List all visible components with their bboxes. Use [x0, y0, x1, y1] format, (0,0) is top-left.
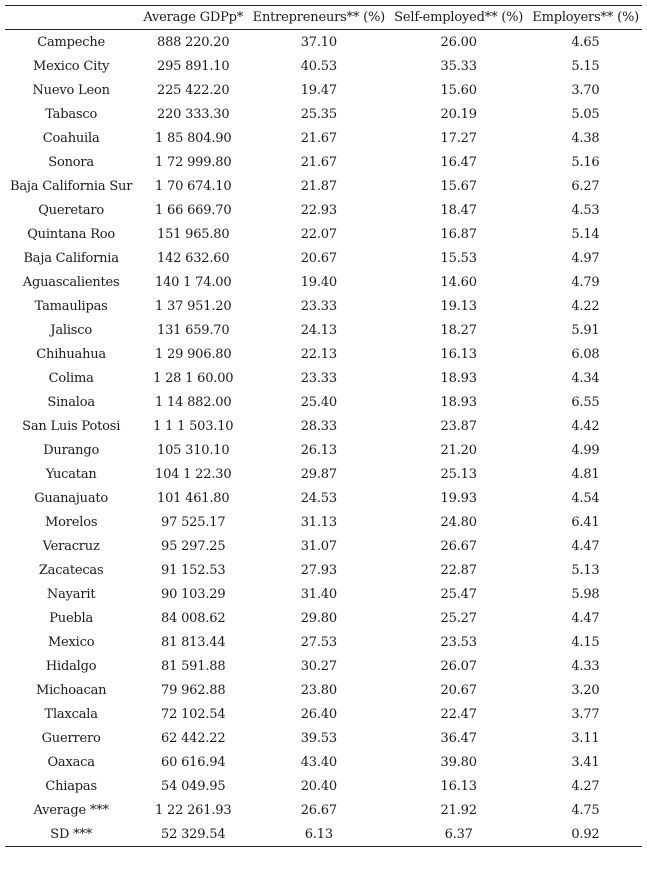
header-self-employed: Self-employed** (%) [389, 6, 529, 30]
state-cell: Nuevo Leon [32, 82, 110, 98]
average-gdpp-cell: 91 152.53 [161, 562, 226, 578]
table-row [5, 54, 642, 78]
self-employed-cell: 18.93 [440, 370, 477, 386]
self-employed-cell: 18.93 [440, 394, 477, 410]
header-employers: Employers** (%) [529, 6, 642, 30]
employers-cell: 3.41 [571, 754, 600, 770]
table-row [5, 702, 642, 726]
self-employed-cell: 16.13 [440, 778, 477, 794]
table-row [5, 606, 642, 630]
self-employed-cell: 14.60 [440, 274, 477, 290]
state-cell: Jalisco [50, 322, 92, 338]
employers-cell: 5.05 [571, 106, 600, 122]
state-cell: Yucatan [45, 466, 97, 482]
table-row [5, 726, 642, 750]
entrepreneurs-cell: 26.13 [300, 442, 337, 458]
average-gdpp-cell: 220 333.30 [157, 106, 230, 122]
employers-cell: 4.54 [571, 490, 600, 506]
state-cell: Michoacan [35, 682, 107, 698]
state-cell: Baja California [23, 250, 119, 266]
table-row [5, 582, 642, 606]
employers-cell: 5.98 [571, 586, 600, 602]
self-employed-cell: 19.93 [440, 490, 477, 506]
table-row [5, 654, 642, 678]
average-gdpp-cell: 62 442.22 [161, 730, 226, 746]
table-row [5, 270, 642, 294]
average-gdpp-cell: 142 632.60 [157, 250, 230, 266]
self-employed-cell: 36.47 [440, 730, 477, 746]
self-employed-cell: 16.87 [440, 226, 477, 242]
gdp-entrepreneurship-table [5, 5, 642, 847]
self-employed-cell: 22.87 [440, 562, 477, 578]
entrepreneurs-cell: 19.40 [300, 274, 337, 290]
employers-cell: 3.70 [571, 82, 600, 98]
state-cell: Zacatecas [38, 562, 104, 578]
average-gdpp-cell: 1 28 1 60.00 [153, 370, 234, 386]
self-employed-cell: 15.60 [440, 82, 477, 98]
average-gdpp-cell: 1 14 882.00 [155, 394, 232, 410]
table-row [5, 678, 642, 702]
employers-cell: 4.97 [571, 250, 600, 266]
entrepreneurs-cell: 40.53 [300, 58, 337, 74]
employers-cell: 4.15 [571, 634, 600, 650]
self-employed-cell: 22.47 [440, 706, 477, 722]
entrepreneurs-cell: 29.80 [300, 610, 337, 626]
state-cell: Puebla [49, 610, 94, 626]
entrepreneurs-cell: 24.13 [300, 322, 337, 338]
self-employed-cell: 15.53 [440, 250, 477, 266]
self-employed-cell: 16.47 [440, 154, 477, 170]
state-cell: San Luis Potosi [22, 418, 121, 434]
employers-cell: 4.34 [571, 370, 600, 386]
average-gdpp-cell: 1 66 669.70 [155, 202, 232, 218]
self-employed-cell: 23.53 [440, 634, 477, 650]
entrepreneurs-cell: 27.93 [300, 562, 337, 578]
employers-cell: 0.92 [529, 822, 642, 847]
state-cell: Sinaloa [47, 394, 95, 410]
self-employed-cell: 15.67 [440, 178, 477, 194]
state-cell: Guanajuato [34, 490, 109, 506]
average-gdpp-cell: 888 220.20 [157, 34, 230, 50]
employers-cell: 5.13 [571, 562, 600, 578]
state-cell: Chihuahua [36, 346, 106, 362]
table-row [5, 390, 642, 414]
employers-cell: 4.79 [571, 274, 600, 290]
state-cell: Mexico [47, 634, 95, 650]
entrepreneurs-cell: 21.67 [300, 154, 337, 170]
entrepreneurs-cell: 19.47 [300, 82, 337, 98]
table-row [5, 30, 642, 55]
state-cell: Aguascalientes [22, 274, 120, 290]
table-row [5, 222, 642, 246]
self-employed-cell: 26.67 [440, 538, 477, 554]
average-gdpp-cell: 105 310.10 [157, 442, 230, 458]
employers-cell: 6.08 [571, 346, 600, 362]
table-row [5, 126, 642, 150]
entrepreneurs-cell: 31.13 [300, 514, 337, 530]
average-gdpp-cell: 1 22 261.93 [155, 802, 232, 818]
self-employed-cell: 24.80 [440, 514, 477, 530]
entrepreneurs-cell: 37.10 [300, 34, 337, 50]
self-employed-cell: 21.92 [440, 802, 477, 818]
employers-cell: 4.47 [571, 538, 600, 554]
self-employed-cell: 18.47 [440, 202, 477, 218]
self-employed-cell: 26.00 [440, 34, 477, 50]
average-gdpp-cell: 101 461.80 [157, 490, 230, 506]
table-body [5, 30, 642, 847]
entrepreneurs-cell: 21.87 [300, 178, 337, 194]
table-row [5, 414, 642, 438]
employers-cell: 4.22 [571, 298, 600, 314]
entrepreneurs-cell: 28.33 [300, 418, 337, 434]
state-cell: Sonora [48, 154, 94, 170]
table-row [5, 822, 642, 847]
state-cell: Campeche [37, 34, 106, 50]
entrepreneurs-cell: 24.53 [300, 490, 337, 506]
employers-cell: 4.27 [571, 778, 600, 794]
average-gdpp-cell: 79 962.88 [161, 682, 226, 698]
entrepreneurs-cell: 43.40 [300, 754, 337, 770]
entrepreneurs-cell: 21.67 [300, 130, 337, 146]
table-row [5, 630, 642, 654]
entrepreneurs-cell: 30.27 [300, 658, 337, 674]
self-employed-cell: 21.20 [440, 442, 477, 458]
employers-cell: 4.38 [571, 130, 600, 146]
average-gdpp-cell: 225 422.20 [157, 82, 230, 98]
employers-cell: 4.33 [571, 658, 600, 674]
employers-cell: 4.75 [571, 802, 600, 818]
average-gdpp-cell: 95 297.25 [161, 538, 226, 554]
table-row [5, 78, 642, 102]
table-row [5, 510, 642, 534]
average-gdpp-cell: 72 102.54 [161, 706, 226, 722]
self-employed-cell: 16.13 [440, 346, 477, 362]
state-cell: Average *** [33, 802, 109, 818]
entrepreneurs-cell: 31.07 [300, 538, 337, 554]
table-row [5, 534, 642, 558]
table-row [5, 750, 642, 774]
header-entrepreneurs: Entrepreneurs** (%) [249, 6, 388, 30]
self-employed-cell: 6.37 [389, 822, 529, 847]
average-gdpp-cell: 1 29 906.80 [155, 346, 232, 362]
header-row [5, 6, 642, 30]
self-employed-cell: 26.07 [440, 658, 477, 674]
entrepreneurs-cell: 29.87 [300, 466, 337, 482]
state-cell: Baja California Sur [10, 178, 133, 194]
average-gdpp-cell: 104 1 22.30 [155, 466, 232, 482]
state-cell: Veracruz [42, 538, 100, 554]
state-cell: SD *** [5, 822, 137, 847]
self-employed-cell: 20.67 [440, 682, 477, 698]
average-gdpp-cell: 97 525.17 [161, 514, 226, 530]
entrepreneurs-cell: 26.40 [300, 706, 337, 722]
employers-cell: 5.15 [571, 58, 600, 74]
average-gdpp-cell: 131 659.70 [157, 322, 230, 338]
entrepreneurs-cell: 23.80 [300, 682, 337, 698]
table-row [5, 774, 642, 798]
state-cell: Hidalgo [45, 658, 97, 674]
table-header [5, 6, 642, 30]
state-cell: Nayarit [46, 586, 96, 602]
entrepreneurs-cell: 31.40 [300, 586, 337, 602]
state-cell: Tamaulipas [34, 298, 108, 314]
self-employed-cell: 35.33 [440, 58, 477, 74]
average-gdpp-cell: 1 70 674.10 [155, 178, 232, 194]
state-cell: Queretaro [38, 202, 105, 218]
self-employed-cell: 25.13 [440, 466, 477, 482]
average-gdpp-cell: 84 008.62 [161, 610, 226, 626]
employers-cell: 3.11 [571, 730, 600, 746]
employers-cell: 4.99 [571, 442, 600, 458]
self-employed-cell: 25.27 [440, 610, 477, 626]
state-cell: Chiapas [45, 778, 97, 794]
self-employed-cell: 18.27 [440, 322, 477, 338]
header-state [5, 6, 137, 30]
entrepreneurs-cell: 23.33 [300, 370, 337, 386]
state-cell: Durango [43, 442, 100, 458]
table-row [5, 294, 642, 318]
self-employed-cell: 39.80 [440, 754, 477, 770]
state-cell: Quintana Roo [27, 226, 116, 242]
table-row [5, 198, 642, 222]
entrepreneurs-cell: 20.40 [300, 778, 337, 794]
table-row [5, 558, 642, 582]
state-cell: Tlaxcala [44, 706, 98, 722]
employers-cell: 4.81 [571, 466, 600, 482]
table-row [5, 102, 642, 126]
self-employed-cell: 17.27 [440, 130, 477, 146]
employers-cell: 6.41 [571, 514, 600, 530]
average-gdpp-cell: 54 049.95 [161, 778, 226, 794]
table-row [5, 798, 642, 822]
average-gdpp-cell: 52 329.54 [137, 822, 249, 847]
average-gdpp-cell: 81 813.44 [161, 634, 226, 650]
self-employed-cell: 23.87 [440, 418, 477, 434]
state-cell: Morelos [44, 514, 98, 530]
self-employed-cell: 25.47 [440, 586, 477, 602]
state-cell: Colima [48, 370, 94, 386]
self-employed-cell: 19.13 [440, 298, 477, 314]
table-row [5, 342, 642, 366]
average-gdpp-cell: 1 85 804.90 [155, 130, 232, 146]
employers-cell: 5.16 [571, 154, 600, 170]
entrepreneurs-cell: 6.13 [249, 822, 388, 847]
state-cell: Tabasco [45, 106, 98, 122]
table-row [5, 246, 642, 270]
header-average-gdpp: Average GDPp* [137, 6, 249, 30]
entrepreneurs-cell: 22.93 [300, 202, 337, 218]
employers-cell: 6.55 [571, 394, 600, 410]
table-row [5, 486, 642, 510]
entrepreneurs-cell: 22.07 [300, 226, 337, 242]
state-cell: Guerrero [41, 730, 101, 746]
self-employed-cell: 20.19 [440, 106, 477, 122]
average-gdpp-cell: 1 1 1 503.10 [153, 418, 234, 434]
table-row [5, 462, 642, 486]
table-row [5, 366, 642, 390]
entrepreneurs-cell: 39.53 [300, 730, 337, 746]
employers-cell: 4.42 [571, 418, 600, 434]
entrepreneurs-cell: 27.53 [300, 634, 337, 650]
average-gdpp-cell: 151 965.80 [157, 226, 230, 242]
table-row [5, 150, 642, 174]
employers-cell: 4.47 [571, 610, 600, 626]
state-cell: Mexico City [33, 58, 110, 74]
average-gdpp-cell: 60 616.94 [161, 754, 226, 770]
entrepreneurs-cell: 20.67 [300, 250, 337, 266]
entrepreneurs-cell: 26.67 [300, 802, 337, 818]
employers-cell: 3.77 [571, 706, 600, 722]
state-cell: Oaxaca [47, 754, 95, 770]
state-cell: Coahuila [42, 130, 100, 146]
average-gdpp-cell: 295 891.10 [157, 58, 230, 74]
entrepreneurs-cell: 23.33 [300, 298, 337, 314]
average-gdpp-cell: 140 1 74.00 [155, 274, 232, 290]
employers-cell: 6.27 [571, 178, 600, 194]
entrepreneurs-cell: 25.35 [300, 106, 337, 122]
employers-cell: 5.91 [571, 322, 600, 338]
table-row [5, 174, 642, 198]
table-row [5, 438, 642, 462]
table-row [5, 318, 642, 342]
entrepreneurs-cell: 25.40 [300, 394, 337, 410]
average-gdpp-cell: 81 591.88 [161, 658, 226, 674]
average-gdpp-cell: 90 103.29 [161, 586, 226, 602]
employers-cell: 4.65 [571, 34, 600, 50]
employers-cell: 5.14 [571, 226, 600, 242]
average-gdpp-cell: 1 72 999.80 [155, 154, 232, 170]
employers-cell: 3.20 [571, 682, 600, 698]
entrepreneurs-cell: 22.13 [300, 346, 337, 362]
employers-cell: 4.53 [571, 202, 600, 218]
average-gdpp-cell: 1 37 951.20 [155, 298, 232, 314]
